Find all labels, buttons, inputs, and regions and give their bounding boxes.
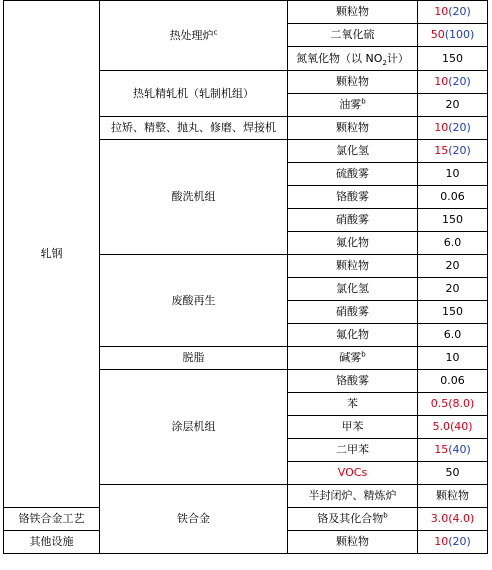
pollutant-label: 颗粒物 [336, 259, 369, 272]
limit-value-cell [418, 416, 488, 439]
limit-value: 0.06 [440, 374, 465, 387]
limit-value: 10 [434, 121, 449, 134]
pollutant-label: 颗粒物 [336, 75, 369, 88]
pollutant-label: 颗粒物 [336, 121, 369, 134]
pollutant-cell [288, 232, 418, 255]
process-label: 涂层机组 [171, 420, 216, 433]
limit-value-cell [418, 324, 488, 347]
pollutant-cell [288, 508, 418, 531]
limit-value: 150 [442, 213, 463, 226]
limit-value-cell [418, 347, 488, 370]
pollutant-label: 颗粒物 [336, 5, 369, 18]
limit-value-cell [418, 186, 488, 209]
pollutant-label: 硝酸雾 [336, 305, 369, 318]
process-cell [100, 71, 288, 117]
pollutant-cell [288, 439, 418, 462]
pollutant-label: 颗粒物 [436, 489, 469, 502]
process-cell [4, 531, 100, 554]
process-label: 铬铁合金工艺 [18, 512, 85, 525]
limit-value-cell [418, 117, 488, 140]
limit-value-cell [418, 47, 488, 71]
industry-cell [4, 1, 100, 508]
limit-value-alt: (20) [448, 75, 471, 88]
pollutant-label: 铬及其化合物 [317, 512, 384, 525]
limit-value-cell [418, 255, 488, 278]
limit-value-alt: (20) [448, 535, 471, 548]
industry-label: 铁合金 [177, 512, 210, 525]
emission-standards-table [3, 0, 488, 554]
pollutant-label: 氟化物 [336, 328, 369, 341]
footnote-mark: c [213, 27, 218, 36]
limit-value: 6.0 [443, 328, 462, 341]
limit-value-alt: (20) [448, 121, 471, 134]
pollutant-cell [288, 255, 418, 278]
process-cell [288, 485, 418, 508]
pollutant-cell [288, 462, 418, 485]
limit-value-cell [418, 393, 488, 416]
limit-value: 0.5 [430, 397, 449, 410]
limit-value: 150 [442, 51, 463, 65]
limit-value-cell [418, 531, 488, 554]
process-cell [100, 370, 288, 485]
limit-value-cell [418, 71, 488, 94]
limit-value-alt: (8.0) [448, 397, 475, 410]
pollutant-label: 苯 [347, 397, 358, 410]
pollutant-cell [288, 393, 418, 416]
process-cell [100, 140, 288, 255]
pollutant-label: 油雾 [339, 98, 362, 111]
limit-value-cell [418, 232, 488, 255]
limit-value-alt: (20) [448, 5, 471, 18]
pollutant-label: 氮氧化物（以 NO [296, 51, 383, 65]
limit-value: 10 [434, 535, 449, 548]
limit-value: 10 [445, 351, 460, 364]
limit-value-cell [418, 508, 488, 531]
process-cell [100, 255, 288, 347]
process-cell [100, 117, 288, 140]
table-row [4, 1, 488, 24]
pollutant-cell [288, 117, 418, 140]
limit-value: 6.0 [443, 236, 462, 249]
limit-value-cell [418, 462, 488, 485]
pollutant-cell [418, 485, 488, 508]
pollutant-cell [288, 24, 418, 47]
limit-value-cell [418, 1, 488, 24]
limit-value: 0.06 [440, 190, 465, 203]
process-cell [4, 508, 100, 531]
process-label: 热处理炉 [169, 28, 214, 42]
industry-cell [100, 485, 288, 554]
limit-value: 50 [430, 28, 445, 41]
pollutant-cell [288, 347, 418, 370]
pollutant-label: 氟化物 [336, 236, 369, 249]
limit-value-cell [418, 439, 488, 462]
limit-value-cell [418, 301, 488, 324]
limit-value: 10 [434, 5, 449, 18]
limit-value-cell [418, 163, 488, 186]
limit-value-cell [418, 140, 488, 163]
limit-value-alt: (40) [448, 443, 471, 456]
limit-value-cell [418, 24, 488, 47]
pollutant-cell [288, 94, 418, 117]
process-label: 半封闭炉、精炼炉 [308, 489, 397, 502]
pollutant-cell [288, 186, 418, 209]
process-cell [100, 347, 288, 370]
limit-value: 20 [445, 98, 460, 111]
table-body [4, 1, 488, 554]
limit-value: 20 [445, 282, 460, 295]
pollutant-label: 氯化氢 [336, 144, 369, 157]
limit-value: 10 [445, 167, 460, 180]
pollutant-label: 甲苯 [341, 420, 364, 433]
pollutant-label: 二氧化硫 [330, 28, 375, 41]
pollutant-cell [288, 301, 418, 324]
limit-value-alt: (40) [449, 420, 473, 433]
pollutant-cell [288, 416, 418, 439]
limit-value: 3.0 [430, 512, 449, 525]
limit-value-cell [418, 370, 488, 393]
pollutant-label: 铬酸雾 [336, 190, 369, 203]
pollutant-label: 氯化氢 [336, 282, 369, 295]
pollutant-cell [288, 163, 418, 186]
process-cell [100, 1, 288, 71]
pollutant-cell [288, 278, 418, 301]
limit-value-alt: (20) [448, 144, 471, 157]
footnote-mark: b [383, 511, 388, 520]
pollutant-cell [288, 324, 418, 347]
pollutant-label: 铬酸雾 [336, 374, 369, 387]
industry-label: 轧钢 [40, 247, 63, 260]
pollutant-cell [288, 370, 418, 393]
pollutant-label: 硝酸雾 [336, 213, 369, 226]
pollutant-label: 碱雾 [339, 351, 362, 364]
limit-value: 5.0 [432, 420, 450, 433]
subscript: 2 [382, 58, 387, 67]
limit-value-cell [418, 278, 488, 301]
pollutant-label: 硫酸雾 [336, 167, 369, 180]
pollutant-label-tail: 计） [386, 51, 409, 65]
pollutant-cell [288, 1, 418, 24]
limit-value-cell [418, 209, 488, 232]
footnote-mark: b [361, 97, 366, 106]
process-label: 酸洗机组 [171, 190, 216, 203]
pollutant-cell [288, 47, 418, 71]
process-label: 热轧精轧机（轧制机组） [133, 86, 254, 100]
limit-value: 50 [445, 466, 460, 479]
pollutant-label: VOCs [337, 466, 368, 479]
process-label: 拉矫、精整、抛丸、修磨、焊接机 [111, 121, 276, 134]
pollutant-cell [288, 140, 418, 163]
pollutant-cell [288, 531, 418, 554]
pollutant-cell [288, 209, 418, 232]
process-label: 废酸再生 [171, 293, 216, 307]
limit-value: 10 [434, 75, 449, 88]
pollutant-label: 二甲苯 [336, 443, 369, 456]
limit-value: 15 [434, 144, 449, 157]
footnote-mark: b [361, 350, 366, 359]
process-label: 其他设施 [29, 535, 74, 548]
limit-value: 150 [442, 305, 463, 318]
limit-value-cell [418, 94, 488, 117]
limit-value-alt: (4.0) [448, 512, 475, 525]
limit-value-alt: (100) [444, 28, 475, 41]
pollutant-label: 颗粒物 [336, 535, 369, 548]
pollutant-cell [288, 71, 418, 94]
limit-value: 20 [445, 259, 460, 272]
process-label: 脱脂 [182, 351, 205, 364]
limit-value: 15 [434, 443, 449, 456]
